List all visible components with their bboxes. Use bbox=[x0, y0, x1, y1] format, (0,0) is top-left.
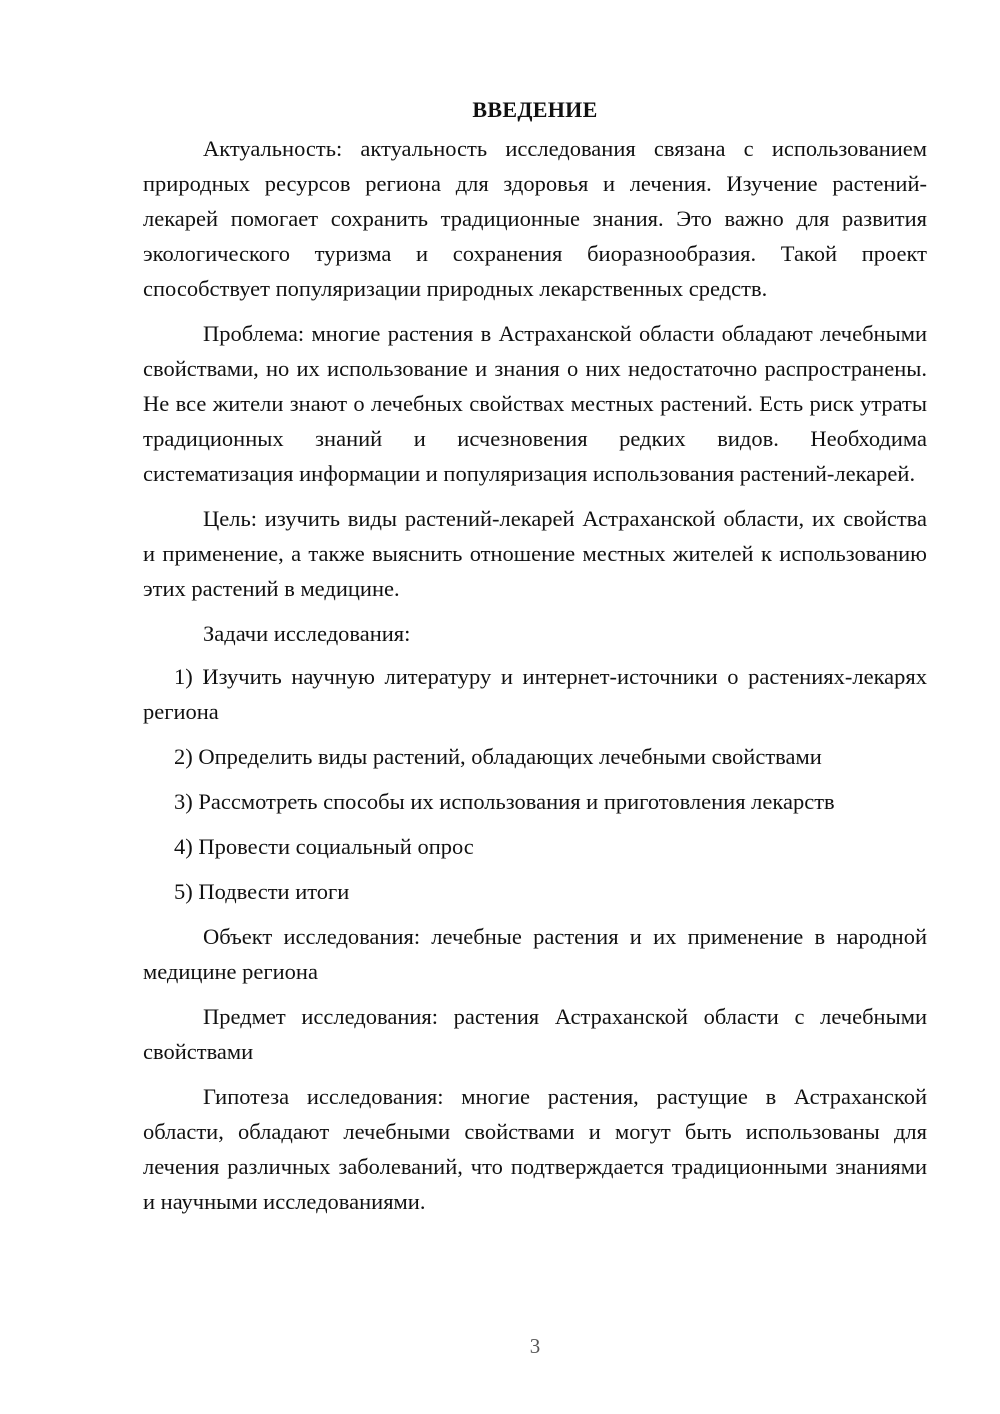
task-item: 2) Определить виды растений, обладающих лечебными свойствами bbox=[174, 744, 822, 769]
paragraph-relevance: Актуальность: актуальность исследования связана с использованием природных ресурсов региона для здоровья и лечения. Изучение растений-лекарей помогает сохранить традиционные знания. Это важно для развития экологического туризма и сохранения биоразнообразия. Такой проект способствует популяризации природных лекарственных средств. bbox=[143, 136, 927, 301]
paragraph-object: Объект исследования: лечебные растения и их применение в народной медицине региона bbox=[143, 924, 927, 984]
tasks-title: Задачи исследования: bbox=[203, 621, 411, 646]
task-item: 3) Рассмотреть способы их использования и приготовления лекарств bbox=[174, 789, 835, 814]
paragraph-hypothesis: Гипотеза исследования: многие растения, растущие в Астраханской области, обладают лечебными свойствами и могут быть использованы для лечения различных заболеваний, что подтверждается традиционными знаниями и научными исследованиями. bbox=[143, 1084, 927, 1214]
paragraph-goal: Цель: изучить виды растений-лекарей Астраханской области, их свойства и применение, а также выяснить отношение местных жителей к использованию этих растений в медицине. bbox=[143, 506, 927, 601]
page-body bbox=[143, 92, 927, 1229]
page-number: 3 bbox=[529, 1334, 541, 1358]
task-item: 4) Провести социальный опрос bbox=[174, 834, 474, 859]
paragraph-subject: Предмет исследования: растения Астраханской области с лечебными свойствами bbox=[143, 1004, 927, 1064]
task-item: 1) Изучить научную литературу и интернет-источники о растениях-лекарях региона bbox=[143, 664, 927, 724]
section-heading: ВВЕДЕНИЕ bbox=[472, 97, 598, 122]
task-item: 5) Подвести итоги bbox=[174, 879, 350, 904]
paragraph-problem: Проблема: многие растения в Астраханской области обладают лечебными свойствами, но их использование и знания о них недостаточно распространены. Не все жители знают о лечебных свойствах местных растений. Есть риск утраты традиционных знаний и исчезновения редких видов. Необходима систематизация информации и популяризация использования растений-лекарей. bbox=[143, 321, 927, 486]
tasks-list bbox=[143, 659, 927, 909]
